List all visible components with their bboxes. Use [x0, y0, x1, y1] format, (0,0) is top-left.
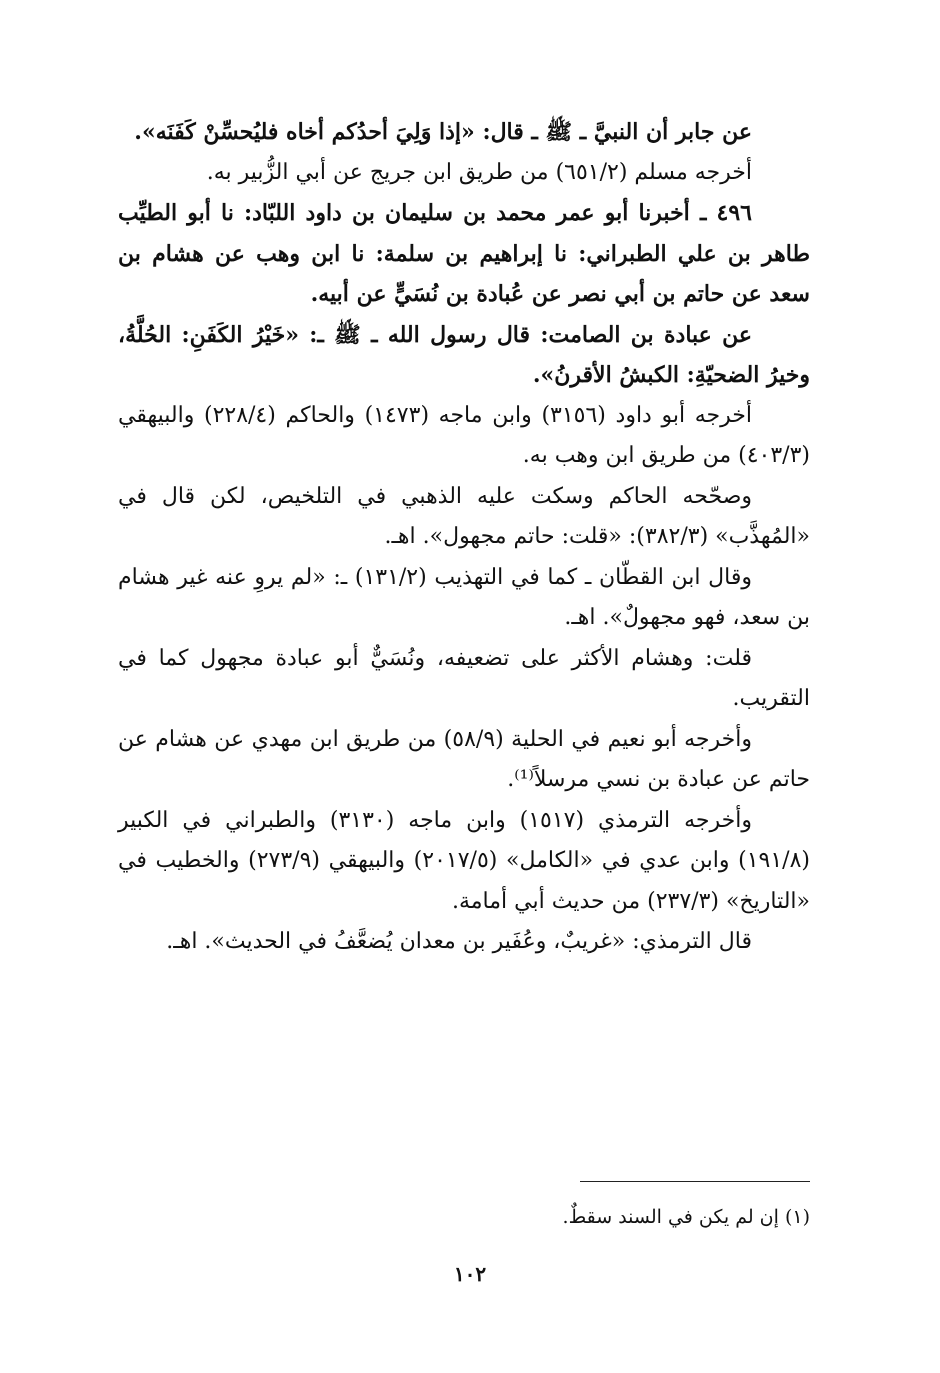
- paragraph-tirmidhi-qawl: قال الترمذي: «غريبٌ، وعُفَير بن معدان يُضعَّفُ في الحديث». اهـ.: [166, 929, 752, 954]
- paragraph-hadith-jabir: عن جابر أن النبيَّ ـ ﷺ ـ قال: «إذا وَلِيَ أحدُكم أخاه فليُحسِّنْ كَفَنَه».: [134, 119, 752, 145]
- footnote-divider: [580, 1181, 810, 1182]
- paragraph-takhrij-muslim: أخرجه مسلم (٦٥١/٢) من طريق ابن جريج عن أبي الزُّبير به.: [206, 159, 752, 185]
- paragraph-hadith-ubada: عن عبادة بن الصامت: قال رسول الله ـ ﷺ ـ: «خَيْرُ الكَفَنِ: الحُلَّةُ، وخيرُ الضحيّةِ: الكبشُ الأقرنُ».: [118, 321, 810, 388]
- footnote: (١) إن لم يكن في السند سقطٌ.: [562, 1206, 810, 1228]
- paragraph-abu-nuaym: وأخرجه أبو نعيم في الحلية (٥٨/٩) من طريق ابن مهدي عن هشام عن حاتم عن عبادة بن نسي مرسلاً⁽¹⁾.: [118, 726, 810, 792]
- paragraph-tirmidhi-takhrij: وأخرجه الترمذي (١٥١٧) وابن ماجه (٣١٣٠) والطبراني في الكبير (١٩١/٨) وابن عدي في «الكامل» (٢٠١٧/٥) والبيهقي (٢٧٣/٩) والخطيب في «التاريخ» (٢٣٧/٣) من حديث أبي أمامة.: [118, 807, 810, 914]
- page-number: ١٠٢: [453, 1262, 487, 1286]
- paragraph-qultu: قلت: وهشام الأكثر على تضعيفه، ونُسَيٌّ أبو عبادة مجهول كما في التقريب.: [118, 645, 810, 711]
- page-body: [118, 112, 810, 963]
- paragraph-hakim-dhahabi: وصحّحه الحاكم وسكت عليه الذهبي في التلخيص، لكن قال في «المُهذَّب» (٣٨٢/٣): «قلت: حاتم مجهول». اهـ.: [118, 483, 810, 549]
- paragraph-ibn-alqattan: وقال ابن القطّان ـ كما في التهذيب (١٣١/٢) ـ: «لم يروِ عنه غير هشام بن سعد، فهو مجهولٌ». اهـ.: [118, 564, 810, 630]
- paragraph-takhrij-abudawud: أخرجه أبو داود (٣١٥٦) وابن ماجه (١٤٧٣) والحاكم (٢٢٨/٤) والبيهقي (٤٠٣/٣) من طريق ابن وهب به.: [118, 402, 810, 468]
- paragraph-isnad-496: ٤٩٦ ـ أخبرنا أبو عمر محمد بن سليمان بن داود اللبّاد: نا أبو الطيِّب طاهر بن علي الطبراني: نا إبراهيم بن سلمة: نا ابن وهب عن هشام بن سعد عن حاتم بن أبي نصر عن عُبادة بن نُسَيٍّ عن أبيه.: [118, 200, 810, 307]
